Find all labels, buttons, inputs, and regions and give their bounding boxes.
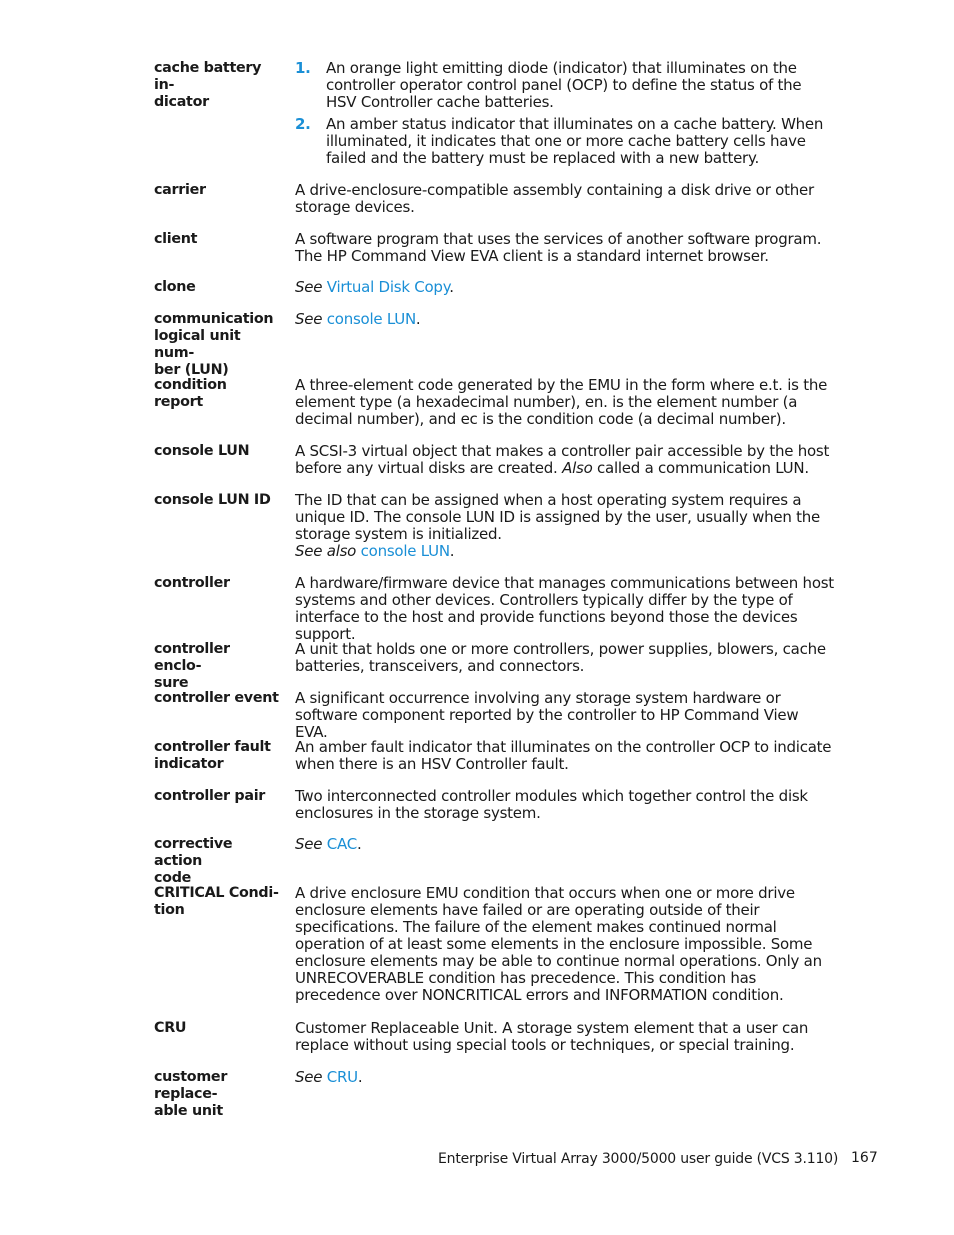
definition: A hardware/firmware device that manages communications between host systems and other devices. Controllers typically differ by the type of interface to the host and provide functions beyond those the devices support. bbox=[295, 574, 834, 643]
see-label: See also bbox=[295, 542, 357, 560]
punctuation: . bbox=[357, 1068, 363, 1086]
definition: Two interconnected controller modules which together control the disk enclosures in the storage system. bbox=[295, 787, 808, 822]
definition bbox=[295, 279, 835, 296]
definition: A software program that uses the services of another software program. The HP Command View EVA client is a standard internet browser. bbox=[295, 230, 822, 265]
term: controller bbox=[154, 575, 230, 591]
definition: A significant occurrence involving any storage system hardware or software component reported by the controller to HP Command View EVA. bbox=[295, 689, 799, 741]
definition: A drive enclosure EMU condition that occurs when one or more drive enclosure elements have failed or are operating outside of their specifications. The failure of the element makes continued normal operation of at least some elements in the enclosure impossible. Some enclosure elements may be able to continue normal operations. Only an UNRECOVERABLE condition has precedence. This condition has precedence over NONCRITICAL errors and INFORMATION condition. bbox=[295, 884, 822, 1004]
list-number: 2. bbox=[295, 115, 311, 133]
cross-reference-link[interactable]: console LUN bbox=[326, 310, 416, 328]
list-item bbox=[295, 116, 835, 167]
term: controller event bbox=[154, 690, 279, 706]
cross-reference-link[interactable]: CAC bbox=[326, 835, 357, 853]
term: clone bbox=[154, 279, 196, 295]
footer-document-title: Enterprise Virtual Array 3000/5000 user guide (VCS 3.110) bbox=[438, 1151, 839, 1167]
term: customer replace- able unit bbox=[154, 1069, 228, 1119]
punctuation: . bbox=[415, 310, 421, 328]
definition: A unit that holds one or more controllers, power supplies, blowers, cache batteries, transceivers, and connectors. bbox=[295, 640, 826, 675]
term: condition report bbox=[154, 377, 227, 410]
definition: An amber fault indicator that illuminates on the controller OCP to indicate when there is an HSV Controller fault. bbox=[295, 738, 832, 773]
definition: The ID that can be assigned when a host operating system requires a unique ID. The console LUN ID is assigned by the user, usually when the storage system is initialized. See also console LUN. bbox=[295, 491, 821, 560]
term: console LUN bbox=[154, 443, 250, 459]
list-text: An orange light emitting diode (indicator) that illuminates on the controller operator control panel (OCP) to define the status of the HSV Controller cache batteries. bbox=[326, 59, 802, 111]
definition: A SCSI-3 virtual object that makes a controller pair accessible by the host before any virtual disks are created. Also called a communication LUN. bbox=[295, 442, 830, 477]
definition bbox=[295, 1069, 835, 1086]
list-text: An amber status indicator that illuminates on a cache battery. When illuminated, it indicates that one or more cache battery cells have failed and the battery must be replaced with a new battery. bbox=[326, 115, 824, 167]
definition bbox=[295, 311, 835, 328]
term: CRITICAL Condi- tion bbox=[154, 885, 279, 918]
cross-reference-link[interactable]: CRU bbox=[326, 1068, 358, 1086]
term: client bbox=[154, 231, 198, 247]
term: communication logical unit num- ber (LUN) bbox=[154, 311, 274, 378]
page-number: 167 bbox=[851, 1150, 878, 1166]
definition: A three-element code generated by the EMU in the form where e.t. is the element type (a hexadecimal number), en. is the element number (a decimal number), and ec is the condition code (a decimal number). bbox=[295, 376, 828, 428]
see-label: See bbox=[295, 278, 323, 296]
list-number: 1. bbox=[295, 59, 311, 77]
cross-reference-link[interactable]: console LUN bbox=[360, 542, 450, 560]
definition bbox=[295, 836, 835, 853]
see-label: See bbox=[295, 310, 323, 328]
term: corrective action code bbox=[154, 836, 233, 886]
cross-reference-link[interactable]: Virtual Disk Copy bbox=[326, 278, 450, 296]
see-label: See bbox=[295, 1068, 323, 1086]
term: controller pair bbox=[154, 788, 266, 804]
punctuation: . bbox=[449, 278, 454, 296]
term: controller fault indicator bbox=[154, 739, 271, 772]
definition: Customer Replaceable Unit. A storage system element that a user can replace without using special tools or techniques, or special training. bbox=[295, 1019, 809, 1054]
punctuation: . bbox=[356, 835, 362, 853]
definition-list bbox=[295, 60, 835, 172]
list-item bbox=[295, 60, 835, 111]
term: CRU bbox=[154, 1020, 187, 1036]
emphasis: Also bbox=[562, 459, 593, 477]
term: cache battery in- dicator bbox=[154, 60, 262, 110]
term: carrier bbox=[154, 182, 206, 198]
definition: A drive-enclosure-compatible assembly containing a disk drive or other storage devices. bbox=[295, 181, 814, 216]
punctuation: . bbox=[449, 542, 455, 560]
term: console LUN ID bbox=[154, 492, 271, 508]
term: controller enclo- sure bbox=[154, 641, 230, 691]
see-label: See bbox=[295, 835, 323, 853]
